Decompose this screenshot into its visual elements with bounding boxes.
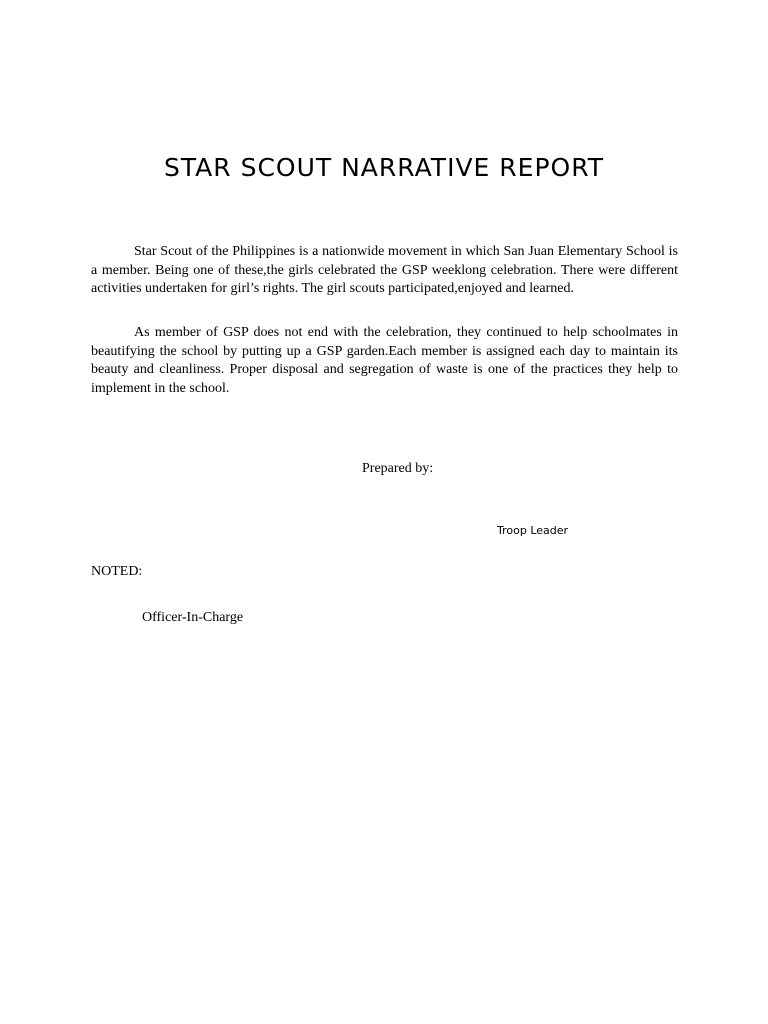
report-title: STAR SCOUT NARRATIVE REPORT	[163, 153, 605, 182]
paragraph-1: Star Scout of the Philippines is a nationwide movement in which San Juan Elementary School is a member. Being one of these,the girls celebrated the GSP weeklong celebration. There were different activities undertaken for girl’s rights. The girl scouts participated,enjoyed and learned.	[91, 244, 678, 296]
officer-in-charge-label: Officer-In-Charge	[142, 610, 244, 625]
troop-leader-label: Troop Leader	[497, 524, 569, 537]
paragraph-2: As member of GSP does not end with the celebration, they continued to help schoolmates in beautifying the school by putting up a GSP garden.Each member is assigned each day to maintain its beauty and cleanliness. Proper disposal and segregation of waste is one of the practices they help to implement in the school.	[91, 325, 678, 396]
noted-label: NOTED:	[91, 564, 143, 579]
prepared-by-label: Prepared by:	[362, 461, 434, 476]
